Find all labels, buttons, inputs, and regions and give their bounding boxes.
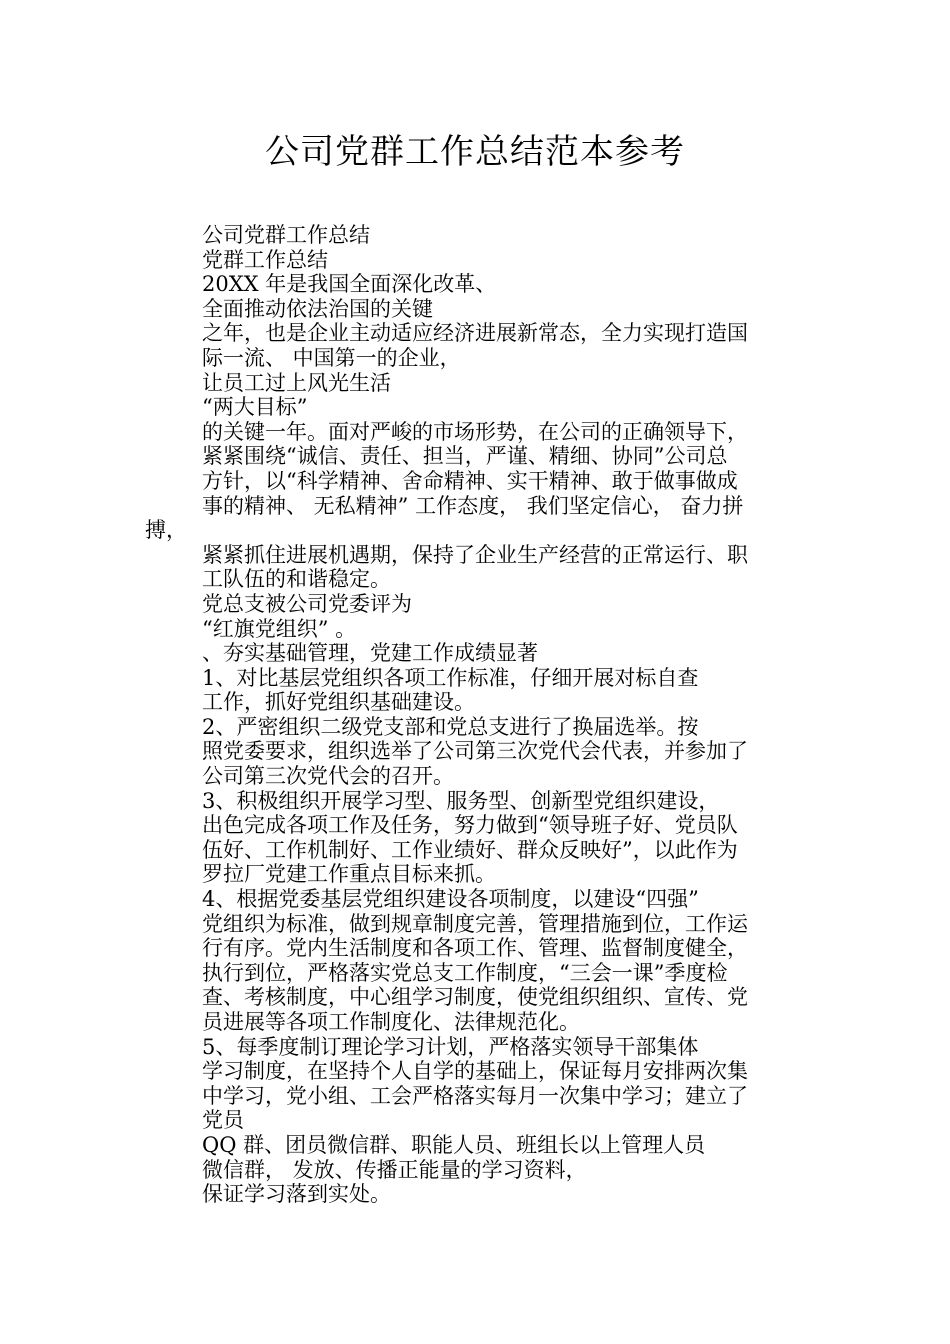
body-line: 4、根据党委基层党组织建设各项制度，以建设“四强” [202,887,699,912]
body-line: 党员 [202,1108,244,1133]
body-line: 5、每季度制订理论学习计划，严格落实领导干部集体 [202,1034,699,1059]
body-line: 2、严密组织二级党支部和党总支进行了换届选举。按 [202,714,699,739]
body-line: 保证学习落到实处。 [202,1182,391,1207]
body-line: 学习制度，在坚持个人自学的基础上，保证每月安排两次集 [202,1059,748,1084]
body-line: 全面推动依法治国的关键 [202,296,433,321]
body-line: 员进展等各项工作制度化、法律规范化。 [202,1010,580,1034]
body-line: 罗拉厂党建工作重点目标来抓。 [202,862,496,887]
body-line: 20XX 年是我国全面深化改革、 [202,272,497,297]
body-line: 行有序。党内生活制度和各项工作、管理、监督制度健全， [202,936,748,961]
body-line: 执行到位，严格落实党总支工作制度，“三会一课”季度检 [202,960,728,985]
body-line: 方针，以“科学精神、舍命精神、实干精神、敢于做事做成 [202,468,738,493]
body-line: 伍好、工作机制好、工作业绩好、群众反映好”，以此作为 [202,837,738,862]
body-line: “两大目标” [202,395,308,420]
body-line: 党群工作总结 [202,247,328,272]
body-line: 之年，也是企业主动适应经济进展新常态，全力实现打造国 [202,321,748,346]
body-line-wrapped: 搏， [145,518,187,543]
body-line: 工作，抓好党组织基础建设。 [202,690,475,715]
section-heading: 、夯实基础管理，党建工作成绩显著 [202,641,538,666]
body-line: 公司党群工作总结 [202,223,370,247]
body-line: 党总支被公司党委评为 [202,591,412,616]
body-line: 紧紧抓住进展机遇期，保持了企业生产经营的正常运行、职 [202,542,748,567]
body-line: 党组织为标准，做到规章制度完善，管理措施到位，工作运 [202,911,748,936]
body-line: 公司第三次党代会的召开。 [202,764,454,789]
body-line: 出色完成各项工作及任务，努力做到“领导班子好、党员队 [202,813,738,838]
body-line: 事的精神、 无私精神” 工作态度， 我们坚定信心， 奋力拼 [202,493,744,518]
body-line: 工队伍的和谐稳定。 [202,567,391,592]
body-line: QQ 群、团员微信群、职能人员、班组长以上管理人员 [202,1132,706,1157]
body-line: 紧紧围绕“诚信、责任、担当，严谨、精细、协同”公司总 [202,444,728,469]
document-body [0,223,950,1207]
document-title: 公司党群工作总结范本参考 [265,132,685,172]
body-line: 的关键一年。面对严峻的市场形势，在公司的正确领导下， [202,419,748,444]
body-line: “红旗党组织” 。 [202,616,357,641]
body-line: 际一流、 中国第一的企业， [202,345,461,370]
body-line: 1、对比基层党组织各项工作标准，仔细开展对标自查 [202,665,699,690]
body-line: 微信群， 发放、传播正能量的学习资料， [202,1157,587,1182]
body-line: 照党委要求，组织选举了公司第三次党代会代表，并参加了 [202,739,748,764]
body-line: 3、积极组织开展学习型、服务型、创新型党组织建设， [202,788,720,813]
body-line: 让员工过上风光生活 [202,370,391,395]
body-line: 查、考核制度，中心组学习制度，使党组织组织、宣传、党 [202,985,748,1010]
body-line: 中学习，党小组、工会严格落实每月一次集中学习；建立了 [202,1083,748,1108]
